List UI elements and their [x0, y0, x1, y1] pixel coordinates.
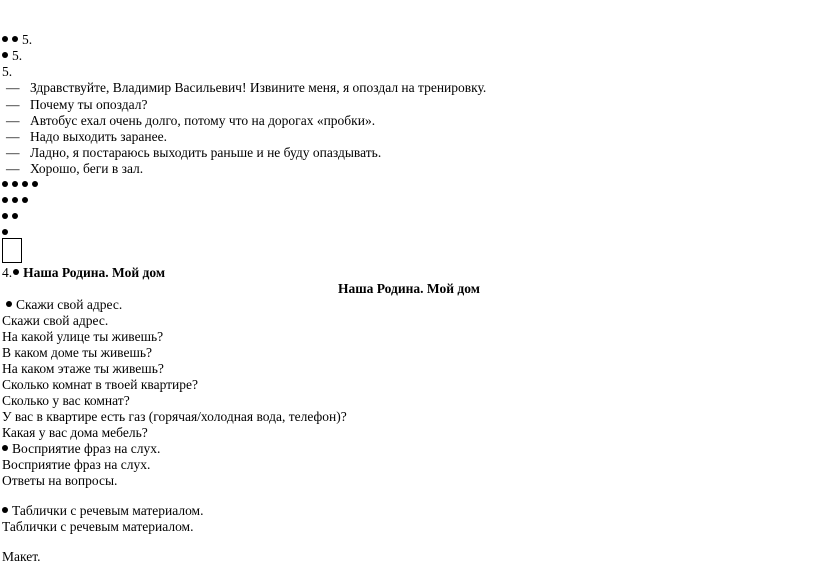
dialogue-text: Здравствуйте, Владимир Васильевич! Извините меня, я опоздал на тренировку. — [30, 80, 487, 95]
dialogue-dash: — — [6, 113, 20, 128]
bullet-item — [2, 297, 122, 313]
bullet-icon — [2, 197, 8, 203]
question-line: Какая у вас дома мебель? — [2, 425, 148, 440]
page-title: Наша Родина. Мой дом — [338, 281, 480, 296]
list-marker-line-3 — [2, 64, 12, 80]
empty-box — [2, 238, 22, 263]
bullet-icon — [2, 36, 8, 42]
list-marker-line-2 — [2, 48, 22, 64]
text-line: Ответы на вопросы. — [2, 473, 118, 488]
bullet-item-text: Скажи свой адрес. — [16, 297, 123, 312]
bullet-icon — [13, 269, 19, 275]
dialogue-line — [2, 129, 167, 145]
dialogue-dash: — — [6, 97, 20, 112]
dialogue-line — [2, 80, 486, 96]
bullet-icon — [22, 181, 28, 187]
dialogue-text: Хорошо, беги в зал. — [30, 161, 144, 176]
bullet-icon — [12, 36, 18, 42]
section-heading — [2, 265, 165, 281]
dialogue-line — [2, 113, 375, 129]
dialogue-text: Ладно, я постараюсь выходить раньше и не буду опаздывать. — [30, 145, 382, 160]
bullet-item — [2, 503, 203, 519]
list-marker-line-1 — [2, 32, 32, 48]
dialogue-text: Автобус ехал очень долго, потому что на дорогах «пробки». — [30, 113, 376, 128]
bullet-icon — [2, 52, 8, 58]
dialogue-line — [2, 145, 381, 161]
section-heading-text: Наша Родина. Мой дом — [23, 265, 166, 280]
question-line: Сколько комнат в твоей квартире? — [2, 377, 199, 392]
question-line: На каком этаже ты живешь? — [2, 361, 164, 376]
bullet-item-text: Восприятие фраз на слух. — [12, 441, 161, 456]
bullet-icon — [32, 181, 38, 187]
bullet-item-text: Таблички с речевым материалом. — [12, 503, 204, 518]
question-line: На какой улице ты живешь? — [2, 329, 164, 344]
bullet-icon — [2, 229, 8, 235]
dialogue-text: Надо выходить заранее. — [30, 129, 167, 144]
dialogue-dash: — — [6, 80, 20, 95]
question-line: В каком доме ты живешь? — [2, 345, 153, 360]
dialogue-dash: — — [6, 145, 20, 160]
bullet-icon — [12, 197, 18, 203]
item-number: 5. — [2, 64, 13, 79]
question-line: У вас в квартире есть газ (горячая/холодная вода, телефон)? — [2, 409, 347, 424]
bullet-icon — [12, 213, 18, 219]
bullet-icon — [12, 181, 18, 187]
bullet-icon — [2, 181, 8, 187]
question-line: Скажи свой адрес. — [2, 313, 109, 328]
item-number: 5. — [22, 32, 33, 47]
dialogue-line — [2, 97, 147, 113]
dialogue-line — [2, 161, 143, 177]
text-line: Восприятие фраз на слух. — [2, 457, 151, 472]
bullet-icon — [2, 507, 8, 513]
bullet-icon — [6, 301, 12, 307]
bullet-row — [2, 177, 42, 193]
item-number: 5. — [12, 48, 23, 63]
bullet-icon — [2, 213, 8, 219]
bullet-row — [2, 209, 22, 225]
dialogue-text: Почему ты опоздал? — [30, 97, 148, 112]
text-line: Таблички с речевым материалом. — [2, 519, 194, 534]
dialogue-dash: — — [6, 161, 20, 176]
bullet-icon — [22, 197, 28, 203]
bullet-icon — [2, 445, 8, 451]
bullet-item — [2, 441, 160, 457]
question-line: Сколько у вас комнат? — [2, 393, 130, 408]
text-line: Макет. — [2, 549, 41, 564]
section-number: 4. — [2, 265, 13, 280]
bullet-row — [2, 193, 32, 209]
dialogue-dash: — — [6, 129, 20, 144]
